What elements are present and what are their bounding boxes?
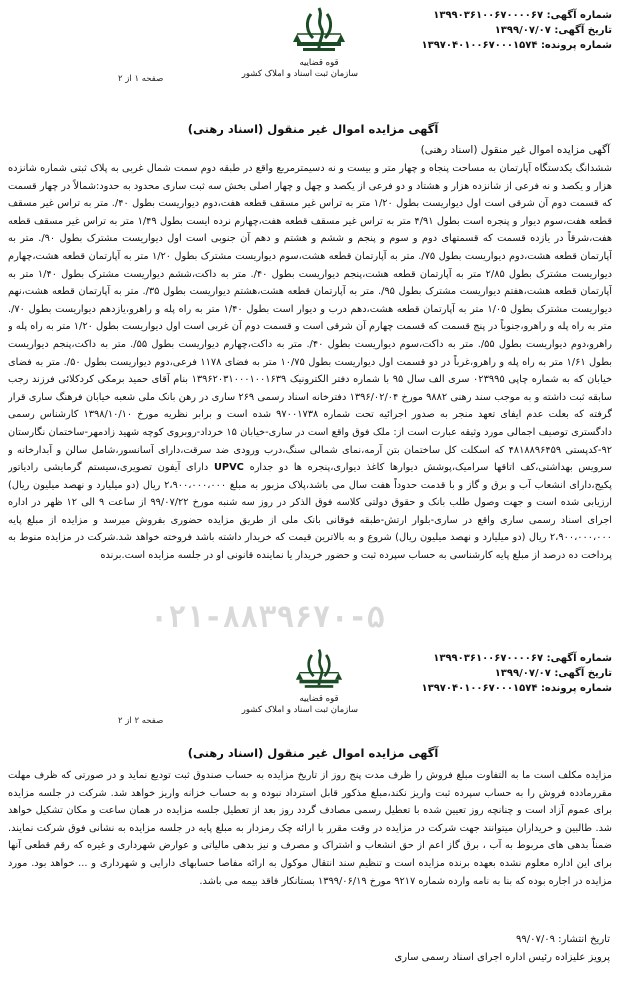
notice-number-row-2: شماره آگهی: ۱۳۹۹۰۳۶۱۰۰۶۷۰۰۰۰۶۷ [433, 653, 612, 664]
notice-subtitle: آگهی مزایده اموال غیر منقول (اسناد رهنی) [420, 144, 610, 156]
page-number-2: صفحه ۲ از ۲ [118, 716, 164, 726]
notice-page-2 [0, 646, 626, 992]
page-title: آگهی مزایده اموال غیر منقول (اسناد رهنی) [187, 122, 439, 136]
window-type-text: UPVC [213, 462, 244, 474]
judiciary-emblem-2 [241, 646, 358, 716]
brand-top: قوه قضاییه [299, 58, 339, 68]
notice-meta [421, 8, 612, 53]
body-part-1: ششدانگ یکدستگاه آپارتمان به مساحت پنجاه و چهار متر و بیست و نه دسیمترمربع واقع در طبقه دوم سمت شمال غربی به پلاک ثبتی شماره شانزده هزار و یکصد و نه فرعی از شانزده هزار و هشتاد و دو فرعی از یکصد و چهل و چهار اصلی بخش سه ثبت ساری محدود به حدود:شمالاً در چهار قسمت که قسمت دوم آن شرقی است اول دیواریست بطول ۱/۲۰ متر به تراس غیر مسقف قطعه هفت،دوم دیواریست بطول ۴۰/. متر به تراس غیر مسقف قطعه هفت،سوم دیوار و پنجره است بطول ۴/۹۱ متر به تراس غیر مسقف قطعه هفت،چهارم نرده ایست بطول ۱/۴۹ متر به تراس غیر مسقف قطعه هفت،شرقاً در یازده قسمت که قسمتهای دوم و سوم و پنجم و ششم و هشتم و دهم آن جنوبی است اول دیواریست مشترک بطول ۹۰/. متر به آپارتمان قطعه هشت،دوم دیواریست بطول ۷۵/. متر به آپارتمان قطعه هشت،سوم دیواریست مشترک بطول ۱/۲۰ متر به آپارتمان قطعه هشت،چهارم دیواریست مشترک بطول ۲/۸۵ متر به آپارتمان قطعه هشت،پنجم دیواریست بطول ۴۰/. متر به داکت،ششم دیواریست مشترک بطول ۱/۴۰ متر به آپارتمان قطعه هشت،هفتم دیواریست مشترک بطول ۹۵/. متر به آپارتمان قطعه هشت،هشتم دیواریست بطول ۳۵/. متر به آپارتمان قطعه هشت،نهم دیواریست مشترک بطول ۱/۰۵ متر به آپارتمان قطعه هشت،دهم درب و دیوار است بطول ۱/۴۰ متر به راه پله و راهرو،یازدهم دیواریست بطول ۷۰/. متر به راه پله و راهرو،جنوباً در پنج قسمت که قسمت چهارم آن شرقی است و قسمت دوم آن غربی است اول دیواریست بطول ۱/۲۰ متر به راه پله و راهرو،دوم دیواریست بطول ۵۵/. متر به داکت،سوم دیواریست بطول ۴۰/. متر به داکت،چهارم دیواریست بطول ۵۵/. متر به داکت،پنجم دیواریست بطول ۱/۶۱ متر به راه پله و راهرو،غرباً در دو قسمت اول دیواریست بطول ۱۰/۷۵ متر به فضای ۱۱۷۸ فرعی،دوم دیواریست بطول ۵۰/. متر به فضای خیابان که به شماره چاپی ۰۲۳۹۹۵ سری الف سال ۹۵ با شماره دفتر الکترونیک ۱۳۹۶۲۰۳۱۰۰۰۱۰۰۱۶۳۹ بنام آقای حمید برمکی کردکلائی فرزند رجب سابقه ثبت داشته و به موجب سند رهنی ۹۸۸۲ مورخ ۱۳۹۶/۰۲/۰۴ دفترخانه اسناد رسمی ۲۶۹ ساری در رهن بانک ملی شعبه خیابان فرهنگ ساری قرار گرفته که بعلت عدم ایفای تعهد منجر به صدور اجرائیه تحت شماره ۹۷۰۰۱۷۳۸ شده است و برابر نظریه مورخ ۱۳۹۸/۱۰/۱۰ کارشناس رسمی دادگستری توصیف اجمالی مورد وثیقه عبارت است از: ملک فوق واقع است در ساری-خیابان ۱۵ خرداد-روبروی کوچه شهید زادمهر-ساختمان نگارستان ۹۲-کدپستی ۴۸۱۸۸۹۶۴۵۹ که اسکلت کل ساختمان بتن آرمه،نمای شمالی سنگ،درب ورودی ضد سرقت،دارای آسانسور،شامل سالن و آبدارخانه و سرویس بهداشتی،کف اتاقها سرامیک،پوشش دیوارها کاغذ دیواری،پنجره ها دو جداره [8, 163, 612, 474]
body-part-2: دارای آیفون تصویری،سیستم گرمایشی رادیاتور پکیج،دارای انشعاب آب و برق و گاز و با قدمت حدوداً هفت سال می باشد،پلاک مزبور به مبلغ ۲،۹۰۰،۰۰۰،۰۰۰ ریال (دو میلیارد و نهصد میلیون ریال) ارزیابی شده است و جهت وصول طلب بانک و حقوق دولتی کلاسه فوق الذکر در روز سه شنبه مورخ ۹۹/۰۷/۲۲ از ساعت ۹ الی ۱۲ ظهر در اداره اجرای اسناد رسمی ساری واقع در ساری-بلوار ارتش-طبقه فوقانی بانک ملی از طریق مزایده حضوری بفروش میرسد و مزایده از مبلغ پایه ۲،۹۰۰،۰۰۰،۰۰۰ ریال (دو میلیارد و نهصد میلیون ریال) شروع و به بالاترین قیمت که خریدار داشته باشد فروخته خواهد شد.شرکت در مزایده منوط به پرداخت ده درصد از مبلغ پایه کارشناسی به حساب سپرده ثبت و حضور خریدار یا نماینده قانونی او در جلسه مزایده است.برنده [8, 462, 612, 562]
watermark-phone: ۰۲۱-۸۸۳۹۶۷۰-۵ [150, 600, 385, 635]
notice-body-2: مزایده مکلف است ما به التفاوت مبلغ فروش را ظرف مدت پنج روز از تاریخ مزایده به حساب صندوق ثبت تودیع نماید و در صورتی که ظرف مهلت مقررمادده فروش را به حساب سپرده ثبت واریز نکند،مبلغ مذکور قابل استرداد نبوده و به حساب خزانه واریز خواهد شد. شرکت در جلسه مزایده برای عموم آزاد است و چنانچه روز تعیین شده با تعطیل رسمی مصادف گردد روز بعد از تعطیل جلسه مزایده در همان ساعت و مکان تشکیل خواهد شد. طالبین و خریداران میتوانند جهت شرکت در مزایده در وقت مقرر با ارائه چک رمزدار به مبلغ پایه در جلسه مزایده به نشانی فوق شرکت نمایند. ضمناً بدهی های مربوط به آب ، برق گاز اعم از حق انشعاب و اشتراک و مصرف و نیز بدهی مالیاتی و عوارض شهرداری و غیره که رقم قطعی آنها برای این اداره معلوم نشده بعهده برنده مزایده است و تنظیم سند انتقال موکول به ارائه مفاصا حسابهای دارایی و شهرداری و ... خواهد بود. مورد مزایده در اجاره بوده که بنا به نامه وارده شماره ۹۲۱۷ مورخ ۱۳۹۹/۰۶/۱۹ بستانکار فاقد بیمه می باشد. [8, 770, 612, 887]
emblem-icon [289, 4, 349, 58]
page-number: صفحه ۱ از ۲ [118, 74, 164, 84]
notice-date-row-2: تاریخ آگهی: ۱۳۹۹/۰۷/۰۷ [494, 668, 612, 679]
brand-bottom: سازمان ثبت اسناد و املاک کشور [241, 69, 358, 79]
file-number-row: شماره پرونده: ۱۳۹۷۰۴۰۱۰۰۶۷۰۰۰۱۵۷۴ [421, 40, 612, 51]
notice-meta-2 [421, 651, 612, 696]
emblem-icon [291, 646, 347, 694]
page-title-2: آگهی مزایده اموال غیر منقول (اسناد رهنی) [187, 746, 439, 760]
publish-date: تاریخ انتشار: ۹۹/۰۷/۰۹ [516, 934, 610, 945]
judiciary-emblem [241, 4, 358, 80]
file-number-row-2: شماره پرونده: ۱۳۹۷۰۴۰۱۰۰۶۷۰۰۰۱۵۷۴ [421, 683, 612, 694]
notice-body [8, 160, 612, 582]
notice-date-row: تاریخ آگهی: ۱۳۹۹/۰۷/۰۷ [494, 25, 612, 36]
notice-number-row: شماره آگهی: ۱۳۹۹۰۳۶۱۰۰۶۷۰۰۰۰۶۷ [433, 10, 612, 21]
brand-top-2: قوه قضاییه [299, 694, 339, 704]
brand-bottom-2: سازمان ثبت اسناد و املاک کشور [241, 705, 358, 715]
signature: پرویز علیزاده رئیس اداره اجرای اسناد رسمی ساری [394, 952, 610, 963]
